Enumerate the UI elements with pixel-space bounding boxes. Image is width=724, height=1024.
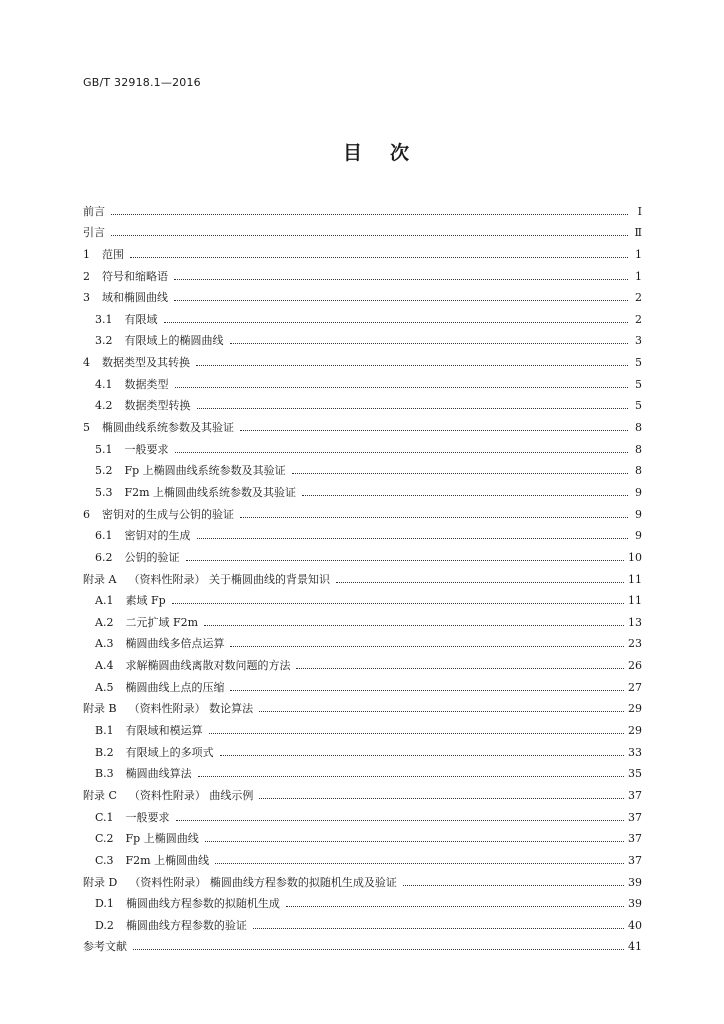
toc-entry[interactable]: [83, 629, 642, 651]
dot-leader: [259, 711, 624, 712]
toc-entry-number: 5: [83, 421, 90, 435]
toc-entry-page: 41: [628, 940, 642, 954]
toc-entry[interactable]: [83, 650, 642, 672]
toc-entry[interactable]: [83, 759, 642, 781]
toc-entry-page: 5: [635, 377, 642, 391]
dot-leader: [130, 257, 628, 258]
table-of-contents: [83, 196, 642, 953]
toc-entry-label: 一般要求: [125, 810, 170, 824]
dot-leader: [209, 733, 624, 734]
toc-entry-label: 有限域和模运算: [125, 724, 203, 738]
toc-entry-number: A.4: [95, 659, 114, 673]
toc-entry-number: B.1: [95, 724, 114, 738]
toc-entry[interactable]: [83, 845, 642, 867]
toc-entry-number: 4.1: [95, 377, 113, 391]
dot-leader: [286, 906, 624, 907]
toc-entry-label: Fp 上椭圆曲线系统参数及其验证: [124, 464, 286, 478]
toc-entry[interactable]: [83, 824, 642, 846]
toc-entry-label: Fp 上椭圆曲线: [125, 832, 199, 846]
toc-entry-number: A.2: [95, 615, 114, 629]
toc-entry[interactable]: [83, 239, 642, 261]
dot-leader: [186, 560, 625, 561]
toc-entry-label: 二元扩域 F2m: [125, 615, 199, 629]
toc-entry-label: 密钥对的生成与公钥的验证: [102, 507, 234, 521]
toc-entry[interactable]: [83, 196, 642, 218]
toc-entry-page: 11: [628, 594, 642, 608]
dot-leader: [111, 235, 628, 236]
dot-leader: [230, 690, 624, 691]
toc-entry-page: 9: [635, 507, 642, 521]
toc-entry-page: 2: [635, 291, 642, 305]
toc-entry-number: 附录 C: [83, 788, 117, 802]
toc-entry-page: 39: [628, 897, 642, 911]
dot-leader: [174, 300, 628, 301]
dot-leader: [253, 928, 624, 929]
dot-leader: [196, 365, 628, 366]
toc-entry-number: 1: [83, 247, 90, 261]
toc-entry-number: 5.2: [95, 464, 113, 478]
toc-entry-label: （资料性附录） 曲线示例: [128, 788, 254, 802]
dot-leader: [240, 430, 628, 431]
toc-entry-page: 9: [635, 485, 642, 499]
dot-leader: [292, 473, 628, 474]
dot-leader: [111, 214, 628, 215]
dot-leader: [302, 495, 628, 496]
toc-entry-label: 椭圆曲线方程参数的拟随机生成: [125, 897, 280, 911]
dot-leader: [296, 668, 624, 669]
dot-leader: [259, 798, 624, 799]
toc-entry-label: F2m 上椭圆曲线系统参数及其验证: [124, 485, 297, 499]
toc-entry[interactable]: [83, 456, 642, 478]
toc-entry-number: 3.2: [95, 334, 113, 348]
toc-entry-page: 11: [628, 572, 642, 586]
toc-entry-page: 26: [628, 659, 642, 673]
toc-entry-label: 密钥对的生成: [124, 529, 191, 543]
toc-entry-page: 37: [628, 788, 642, 802]
toc-entry-page: 37: [628, 810, 642, 824]
toc-entry[interactable]: [83, 369, 642, 391]
toc-entry[interactable]: [83, 261, 642, 283]
toc-entry-number: B.3: [95, 767, 114, 781]
toc-entry-page: 8: [635, 421, 642, 435]
dot-leader: [403, 885, 624, 886]
dot-leader: [175, 452, 629, 453]
toc-entry-page: 29: [628, 724, 642, 738]
toc-entry[interactable]: [83, 780, 642, 802]
toc-entry-page: 5: [635, 399, 642, 413]
dot-leader: [336, 582, 624, 583]
toc-entry-label: 前言: [83, 204, 105, 218]
toc-entry-label: 公钥的验证: [124, 550, 180, 564]
toc-entry-label: 椭圆曲线算法: [125, 767, 192, 781]
toc-entry-page: 33: [628, 745, 642, 759]
toc-entry-number: 4.2: [95, 399, 113, 413]
toc-entry-label: 求解椭圆曲线离散对数问题的方法: [125, 659, 291, 673]
toc-entry[interactable]: [83, 737, 642, 759]
toc-entry-page: 39: [628, 875, 642, 889]
toc-entry-label: 数据类型: [124, 377, 169, 391]
toc-entry[interactable]: [83, 218, 642, 240]
dot-leader: [230, 343, 629, 344]
toc-entry-number: 3: [83, 291, 90, 305]
toc-entry[interactable]: [83, 283, 642, 305]
toc-entry-label: 数据类型及其转换: [102, 356, 190, 370]
toc-entry-number: 6.1: [95, 529, 113, 543]
toc-entry-page: 40: [628, 918, 642, 932]
toc-entry[interactable]: [83, 607, 642, 629]
toc-entry[interactable]: [83, 586, 642, 608]
toc-entry-page: 8: [635, 464, 642, 478]
toc-entry-label: 数据类型转换: [124, 399, 191, 413]
toc-entry-number: 2: [83, 269, 90, 283]
dot-leader: [215, 863, 624, 864]
toc-entry-number: B.2: [95, 745, 114, 759]
toc-entry-page: 29: [628, 702, 642, 716]
dot-leader: [164, 322, 629, 323]
toc-entry-label: F2m 上椭圆曲线: [125, 853, 210, 867]
toc-entry-page: 23: [628, 637, 642, 651]
toc-entry[interactable]: [83, 391, 642, 413]
toc-entry-label: 有限域: [124, 312, 158, 326]
toc-entry-page: 5: [635, 356, 642, 370]
toc-entry-label: （资料性附录） 椭圆曲线方程参数的拟随机生成及验证: [129, 875, 397, 889]
toc-entry-number: C.3: [95, 853, 114, 867]
dot-leader: [197, 538, 629, 539]
toc-entry-label: 一般要求: [124, 442, 169, 456]
toc-entry-label: 引言: [83, 226, 105, 240]
dot-leader: [205, 841, 624, 842]
toc-entry[interactable]: [83, 326, 642, 348]
toc-entry-number: 附录 B: [83, 702, 117, 716]
toc-entry[interactable]: [83, 889, 642, 911]
toc-entry-page: 3: [635, 334, 642, 348]
toc-entry-number: C.1: [95, 810, 114, 824]
dot-leader: [174, 279, 628, 280]
toc-entry-number: A.3: [95, 637, 114, 651]
toc-entry-page: 8: [635, 442, 642, 456]
toc-entry[interactable]: [83, 672, 642, 694]
toc-entry[interactable]: [83, 867, 642, 889]
dot-leader: [230, 646, 624, 647]
toc-entry-number: D.1: [95, 897, 114, 911]
toc-entry-label: 有限域上的多项式: [125, 745, 214, 759]
toc-entry-page: Ⅱ: [634, 226, 642, 240]
toc-entry[interactable]: [83, 347, 642, 369]
dot-leader: [176, 820, 624, 821]
toc-entry[interactable]: [83, 304, 642, 326]
toc-entry-number: 5.1: [95, 442, 113, 456]
toc-entry-page: 1: [635, 247, 642, 261]
dot-leader: [175, 387, 629, 388]
toc-entry-number: C.2: [95, 832, 114, 846]
toc-entry-label: 域和椭圆曲线: [102, 291, 168, 305]
toc-entry[interactable]: [83, 542, 642, 564]
toc-entry[interactable]: [83, 910, 642, 932]
toc-entry-label: 范围: [102, 247, 124, 261]
toc-entry-label: 椭圆曲线方程参数的验证: [125, 918, 247, 932]
toc-entry[interactable]: [83, 694, 642, 716]
toc-entry-page: 1: [635, 269, 642, 283]
toc-entry-number: 4: [83, 356, 90, 370]
toc-entry-page: 27: [628, 680, 642, 694]
toc-entry-number: 附录 A: [83, 572, 117, 586]
toc-entry-page: 37: [628, 853, 642, 867]
toc-entry-page: 10: [628, 550, 642, 564]
dot-leader: [172, 603, 624, 604]
toc-entry-label: （资料性附录） 关于椭圆曲线的背景知识: [128, 572, 330, 586]
dot-leader: [220, 755, 624, 756]
toc-entry-page: 9: [635, 529, 642, 543]
toc-entry-label: 有限域上的椭圆曲线: [124, 334, 224, 348]
toc-entry-label: 素域 Fp: [125, 594, 166, 608]
toc-entry[interactable]: [83, 477, 642, 499]
toc-entry[interactable]: [83, 521, 642, 543]
toc-entry-label: 符号和缩略语: [102, 269, 168, 283]
toc-entry-label: 椭圆曲线多倍点运算: [125, 637, 225, 651]
toc-entry[interactable]: [83, 802, 642, 824]
toc-entry[interactable]: [83, 932, 642, 954]
toc-entry-label: 椭圆曲线上点的压缩: [125, 680, 225, 694]
toc-entry-page: 35: [628, 767, 642, 781]
toc-entry-label: （资料性附录） 数论算法: [128, 702, 254, 716]
toc-entry-page: 13: [628, 615, 642, 629]
toc-entry-number: 3.1: [95, 312, 113, 326]
toc-entry-number: 5.3: [95, 485, 113, 499]
dot-leader: [198, 776, 624, 777]
toc-entry-page: Ⅰ: [637, 204, 642, 218]
toc-entry-number: 附录 D: [83, 875, 118, 889]
toc-entry-number: A.5: [95, 680, 114, 694]
toc-entry[interactable]: [83, 412, 642, 434]
page-title: 目次: [342, 142, 437, 164]
toc-entry-page: 37: [628, 832, 642, 846]
toc-entry[interactable]: [83, 715, 642, 737]
toc-entry-number: D.2: [95, 918, 114, 932]
dot-leader: [133, 949, 624, 950]
toc-entry[interactable]: [83, 499, 642, 521]
toc-entry-page: 2: [635, 312, 642, 326]
dot-leader: [240, 517, 628, 518]
toc-entry-label: 参考文献: [83, 940, 127, 954]
toc-entry-number: 6: [83, 507, 90, 521]
toc-entry[interactable]: [83, 434, 642, 456]
dot-leader: [197, 408, 629, 409]
toc-entry-number: A.1: [95, 594, 114, 608]
toc-entry-number: 6.2: [95, 550, 113, 564]
toc-entry[interactable]: [83, 564, 642, 586]
standard-code: GB/T 32918.1—2016: [83, 76, 201, 89]
dot-leader: [204, 625, 624, 626]
toc-entry-label: 椭圆曲线系统参数及其验证: [102, 421, 234, 435]
